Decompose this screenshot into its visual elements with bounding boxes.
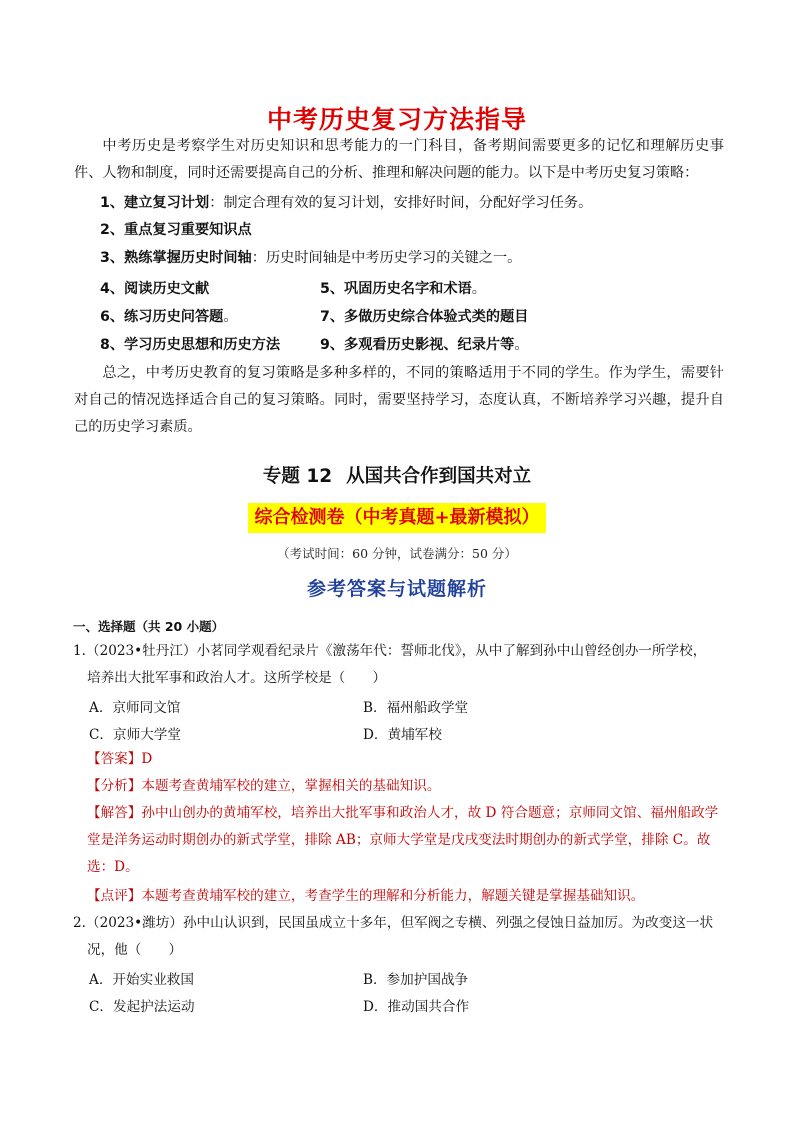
strategy-9: 9、多观看历史影视、纪录片等。: [320, 337, 529, 353]
q1-analysis: 【分析】本题考查黄埔军校的建立，掌握相关的基础知识。: [87, 778, 441, 794]
q1-answer: 【答案】D: [87, 751, 153, 767]
q1-option-d: D．黄埔军校: [363, 727, 442, 743]
document-title: 中考历史复习方法指导: [266, 105, 527, 134]
highlighted-subtitle: 综合检测卷（中考真题+最新模拟）: [248, 503, 545, 533]
q1-option-c: C．京师大学堂: [89, 727, 181, 743]
intro-paragraph: 中考历史是考察学生对历史知识和思考能力的一门科目，备考期间需要更多的记忆和理解历史事件、人物和制度，同时还需要提高自己的分析、推理和解决问题的能力。以下是中考历史复习策略：: [74, 138, 724, 181]
subtitle-wrap: [0, 503, 794, 533]
q2-option-b: B．参加护国战争: [363, 972, 469, 988]
strategy-8: 8、学习历史思想和历史方法: [100, 337, 281, 353]
q1-option-b: B．福州船政学堂: [363, 700, 469, 716]
q1-comment: 【点评】本题考查黄埔军校的建立，考查学生的理解和分析能力，解题关键是掌握基础知识。: [87, 888, 645, 904]
strategy-4: 4、阅读历史文献: [100, 281, 210, 297]
answer-title: 参考答案与试题解析: [306, 578, 487, 600]
strategy-7: 7、多做历史综合体验式类的题目: [320, 309, 529, 325]
question-1-stem: 1.（2023•牡丹江）小茗同学观看纪录片《激荡年代：誓师北伐》，从中了解到孙中山曾经创办一所学校， 培养出大批军事和政治人才。这所学校是（ ）: [73, 643, 707, 686]
exam-info: （考试时间：60 分钟，试卷满分：50 分）: [277, 546, 517, 561]
q1-option-a: A．京师同文馆: [89, 700, 181, 716]
section-heading: 一、选择题（共 20 小题）: [73, 619, 225, 634]
q2-option-a: A．开始实业救国: [89, 972, 194, 988]
q2-option-c: C．发起护法运动: [89, 999, 195, 1015]
question-2-stem: 2.（2023•潍坊）孙中山认识到，民国虽成立十多年，但军阀之专横、列强之侵蚀日益加厉。为改变这一状 况，他（ ）: [73, 915, 714, 958]
strategy-2: 2、重点复习重要知识点: [100, 222, 252, 238]
strategy-3: 3、熟练掌握历史时间轴：历史时间轴是中考历史学习的关键之一。: [100, 250, 522, 266]
topic-heading: 专题 12 从国共合作到国共对立: [262, 466, 532, 487]
conclusion-paragraph: 总之，中考历史教育的复习策略是多种多样的，不同的策略适用于不同的学生。作为学生，需要针对自己的情况选择适合自己的复习策略。同时，需要坚持学习，态度认真，不断培养学习兴趣，提升自己的历史学习素质。: [74, 365, 724, 435]
q1-solution: 【解答】孙中山创办的黄埔军校，培养出大批军事和政治人才，故 D 符合题意；京师同文馆、福州船政学堂是洋务运动时期创办的新式学堂，排除 AB；京师大学堂是戊戌变法时期创办的新式学堂，排除 C。故选：D。: [87, 805, 719, 875]
strategy-1: 1、建立复习计划：制定合理有效的复习计划，安排好时间，分配好学习任务。: [100, 195, 593, 211]
strategy-5: 5、巩固历史名字和术语。: [320, 281, 486, 297]
strategy-6: 6、练习历史问答题。: [100, 309, 238, 325]
q2-option-d: D．推动国共合作: [363, 999, 470, 1015]
